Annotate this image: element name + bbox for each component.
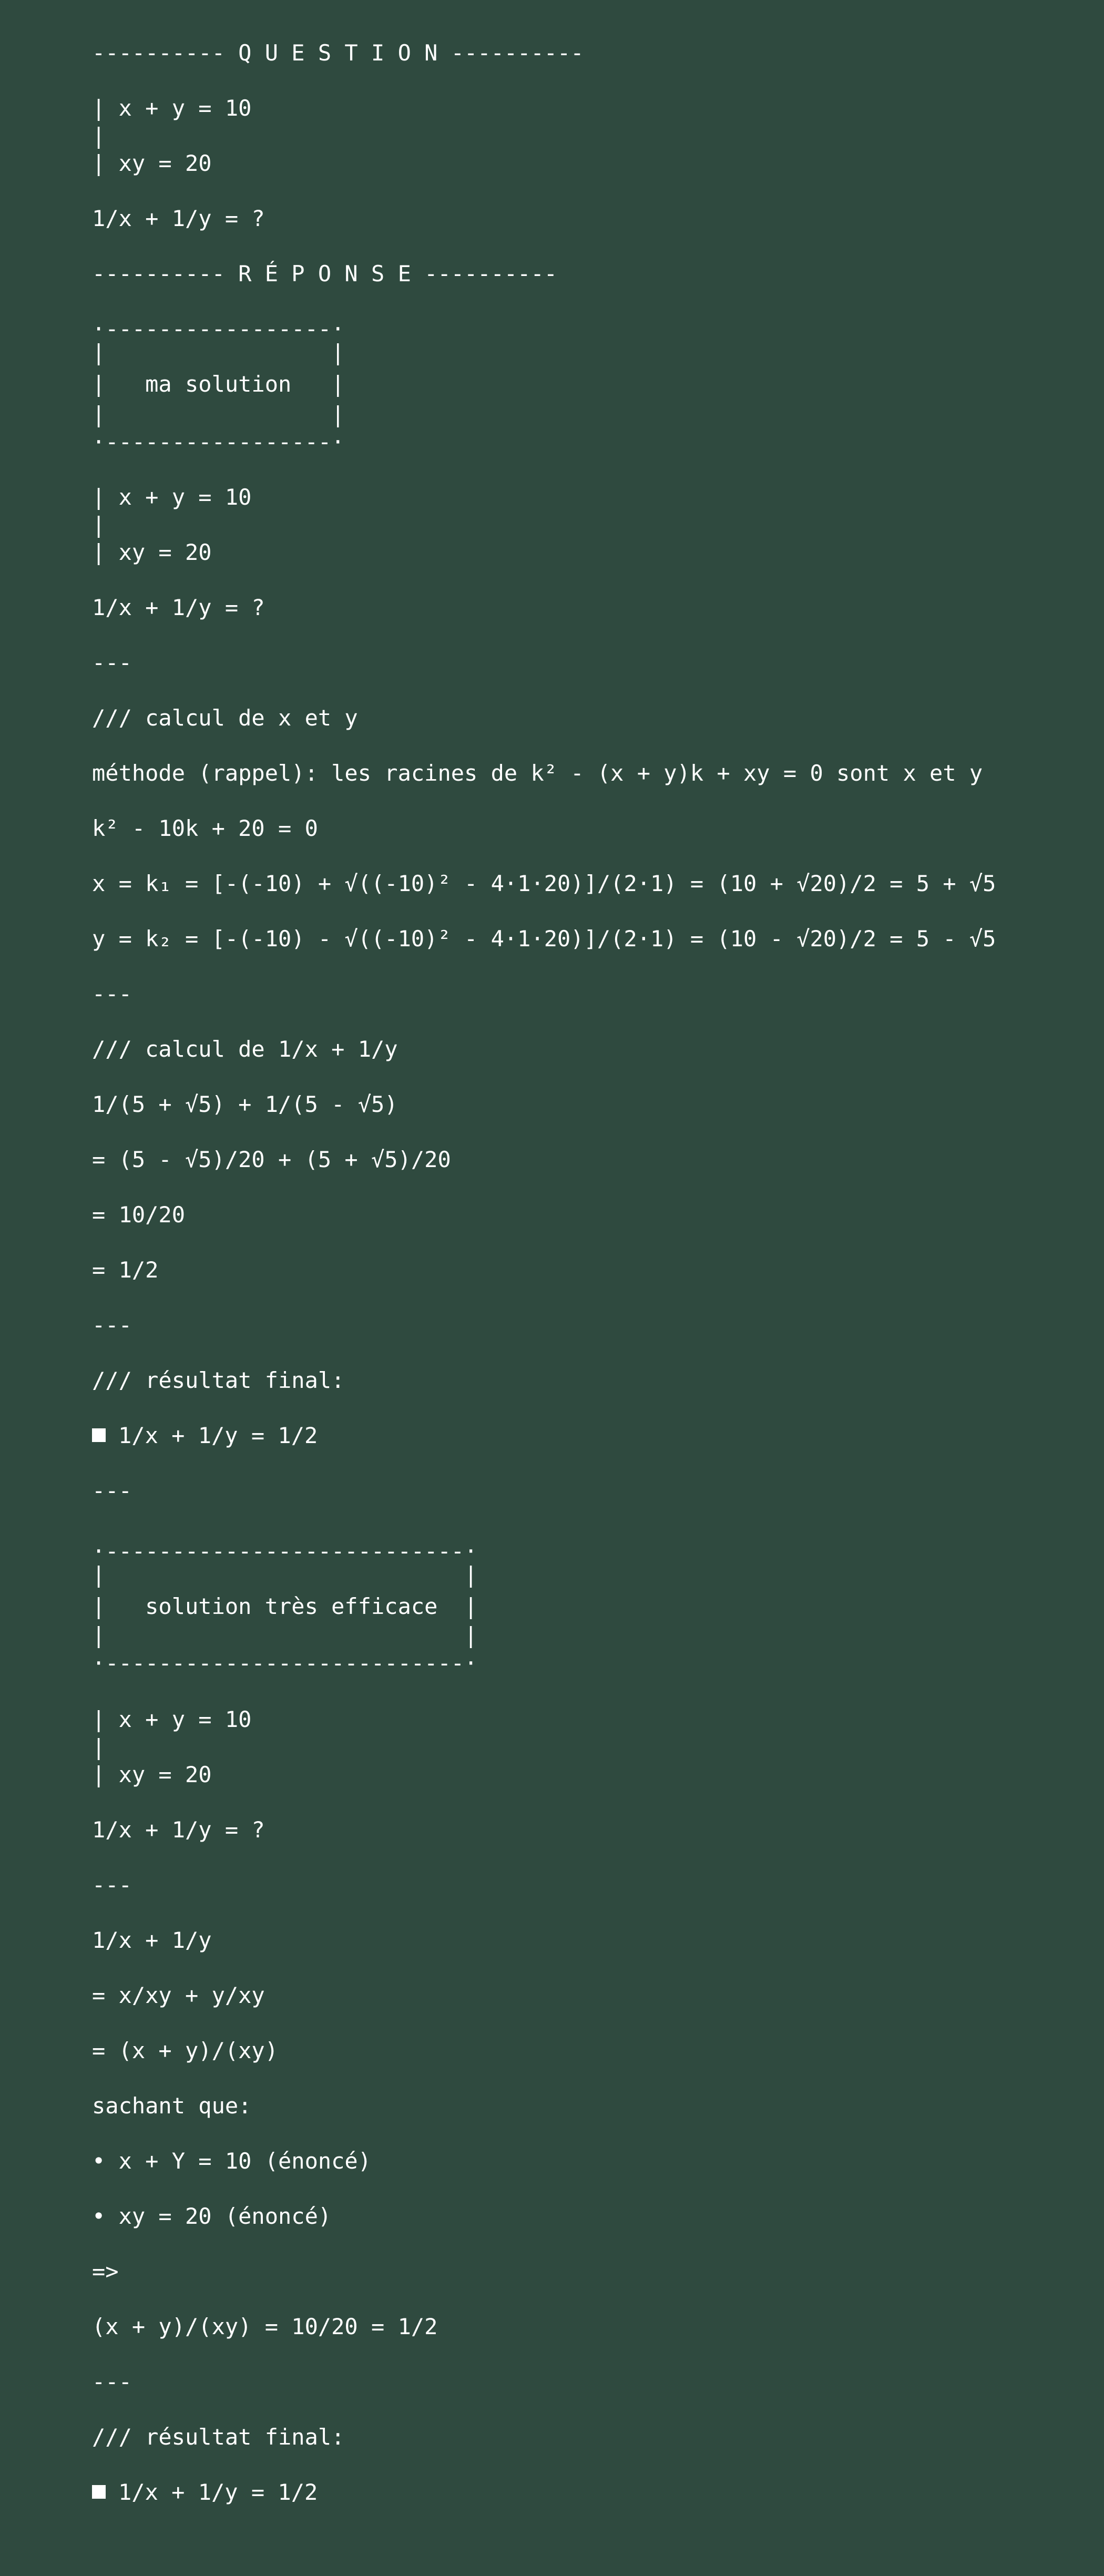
separator: --- xyxy=(92,981,132,1007)
final-result-text: 1/x + 1/y = 1/2 xyxy=(118,1423,318,1448)
separator: --- xyxy=(92,1478,132,1504)
final-result-title: /// résultat final: xyxy=(92,2424,345,2450)
method-reminder: méthode (rappel): les racines de k² - (x + y)k + xy = 0 sont x et y xyxy=(92,760,983,786)
separator: --- xyxy=(92,650,132,676)
reponse-header: ---------- R É P O N S E ---------- xyxy=(92,261,558,287)
solution2-box-side: | | xyxy=(92,1622,478,1648)
question-brace-bar: | xyxy=(92,123,106,149)
y-root: y = k₂ = [-(-10) - √((-10)² - 4·1·20)]/(2·1) = (10 - √20)/2 = 5 - √5 xyxy=(92,926,996,952)
bullet-sum-given: • x + Y = 10 (énoncé) xyxy=(92,2148,372,2174)
solution2-result: (x + y)/(xy) = 10/20 = 1/2 xyxy=(92,2314,438,2339)
x-root: x = k₁ = [-(-10) + √((-10)² - 4·1·20)]/(2·1) = (10 + √20)/2 = 5 + √5 xyxy=(92,871,996,896)
solution1-box-title: | ma solution | xyxy=(92,371,345,397)
solution2-equation-sum: | x + y = 10 xyxy=(92,1706,252,1732)
solution1-brace-bar: | xyxy=(92,512,106,538)
solution2-equation-product: | xy = 20 xyxy=(92,1762,212,1787)
solution2-box-side: | | xyxy=(92,1562,478,1588)
square-bullet-icon xyxy=(92,1428,106,1442)
quadratic-equation: k² - 10k + 20 = 0 xyxy=(92,815,318,841)
calc-step-2: = (5 - √5)/20 + (5 + √5)/20 xyxy=(92,1147,451,1172)
calc-step-4: = 1/2 xyxy=(92,1257,159,1283)
question-ask: 1/x + 1/y = ? xyxy=(92,206,265,231)
section-title-calc-xy: /// calcul de x et y xyxy=(92,705,358,731)
knowing-label: sachant que: xyxy=(92,2093,252,2119)
solution2-box-top: ·---------------------------· xyxy=(92,1538,478,1564)
question-header: ---------- Q U E S T I O N ---------- xyxy=(92,40,584,66)
solution1-ask: 1/x + 1/y = ? xyxy=(92,595,265,620)
final-result xyxy=(92,2481,318,2503)
solution1-box-side: | | xyxy=(92,340,345,365)
solution2-step-3: = (x + y)/(xy) xyxy=(92,2038,279,2063)
separator: --- xyxy=(92,2369,132,2395)
separator: --- xyxy=(92,1872,132,1898)
solution2-box-bottom: ·---------------------------· xyxy=(92,1650,478,1676)
calc-step-1: 1/(5 + √5) + 1/(5 - √5) xyxy=(92,1091,398,1117)
solution1-box-top: ·-----------------· xyxy=(92,316,345,342)
separator: --- xyxy=(92,1312,132,1338)
question-equation-product: | xy = 20 xyxy=(92,150,212,176)
solution2-step-1: 1/x + 1/y xyxy=(92,1927,212,1953)
solution1-box-side: | | xyxy=(92,402,345,427)
solution1-equation-product: | xy = 20 xyxy=(92,539,212,565)
square-bullet-icon xyxy=(92,2485,106,2499)
solution1-equation-sum: | x + y = 10 xyxy=(92,484,252,510)
question-equation-sum: | x + y = 10 xyxy=(92,95,252,121)
section-title-calc-inverse: /// calcul de 1/x + 1/y xyxy=(92,1036,398,1062)
final-result-title: /// résultat final: xyxy=(92,1367,345,1393)
implies-arrow: => xyxy=(92,2258,119,2284)
calc-step-3: = 10/20 xyxy=(92,1202,186,1228)
solution2-box-title: | solution très efficace | xyxy=(92,1593,478,1619)
solution2-ask: 1/x + 1/y = ? xyxy=(92,1817,265,1843)
solution2-step-2: = x/xy + y/xy xyxy=(92,1982,265,2008)
final-result-text: 1/x + 1/y = 1/2 xyxy=(118,2479,318,2505)
solution2-brace-bar: | xyxy=(92,1734,106,1760)
final-result xyxy=(92,1425,318,1447)
bullet-product-given: • xy = 20 (énoncé) xyxy=(92,2203,332,2229)
solution1-box-bottom: ·-----------------· xyxy=(92,429,345,455)
